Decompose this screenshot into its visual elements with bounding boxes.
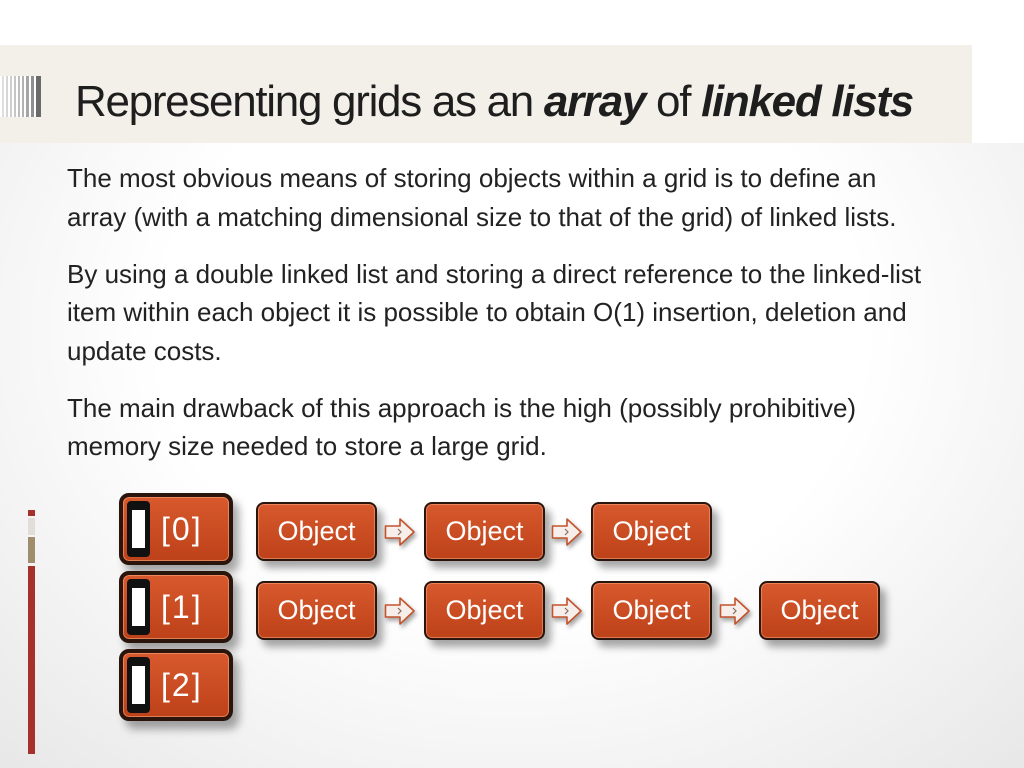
array-cell-0 xyxy=(119,493,233,565)
list-node: Object xyxy=(591,502,712,561)
list-node: Object xyxy=(256,581,377,640)
empty-slot-icon xyxy=(127,501,150,557)
array-cell-2 xyxy=(119,649,233,721)
array-cell-1 xyxy=(119,571,233,643)
paragraph-line: memory size needed to store a large grid. xyxy=(67,431,547,461)
list-node: Object xyxy=(424,502,545,561)
list-node: Object xyxy=(256,502,377,561)
paragraph-3 xyxy=(67,389,921,466)
empty-slot-icon xyxy=(127,657,150,713)
paragraph-line: The main drawback of this approach is the high (possibly prohibitive) xyxy=(67,392,857,423)
slide-title xyxy=(75,77,913,126)
paragraph-line: array (with a matching dimensional size to that of the grid) of linked lists. xyxy=(67,201,897,232)
paragraph-line: By using a double linked list and storing a direct reference to the linked-list xyxy=(67,258,922,289)
paragraph-line: update costs. xyxy=(67,335,222,366)
accent-segment-red xyxy=(28,566,35,754)
paragraph-1 xyxy=(67,159,921,236)
right-arrow-icon xyxy=(719,595,751,627)
paragraph-line: item within each object it is possible to obtain O(1) insertion, deletion and xyxy=(67,297,907,327)
title-text-middle: of xyxy=(656,77,691,126)
right-arrow-icon xyxy=(384,516,416,548)
list-node: Object xyxy=(759,581,880,640)
title-text-start: Representing grids as an xyxy=(75,77,533,126)
array-index-label: [0] xyxy=(161,511,203,547)
right-arrow-icon xyxy=(551,595,583,627)
title-stripes-decoration xyxy=(0,76,41,117)
left-accent-bar xyxy=(28,510,35,754)
array-index-label: [1] xyxy=(161,589,203,625)
right-arrow-icon xyxy=(551,516,583,548)
list-node: Object xyxy=(591,581,712,640)
right-arrow-icon xyxy=(384,595,416,627)
title-emphasis-array: array xyxy=(543,77,646,126)
accent-segment-tan xyxy=(28,537,35,563)
accent-segment-light xyxy=(28,518,35,535)
empty-slot-icon xyxy=(127,579,150,635)
accent-segment-red-top xyxy=(28,510,35,516)
paragraph-2 xyxy=(67,255,921,371)
title-emphasis-linked-lists: linked lists xyxy=(701,77,913,126)
array-of-linked-lists-diagram xyxy=(110,485,910,735)
array-index-label: [2] xyxy=(161,667,203,703)
paragraph-line: The most obvious means of storing objects within a grid is to define an xyxy=(67,163,877,193)
list-node: Object xyxy=(424,581,545,640)
body-text xyxy=(67,159,921,484)
